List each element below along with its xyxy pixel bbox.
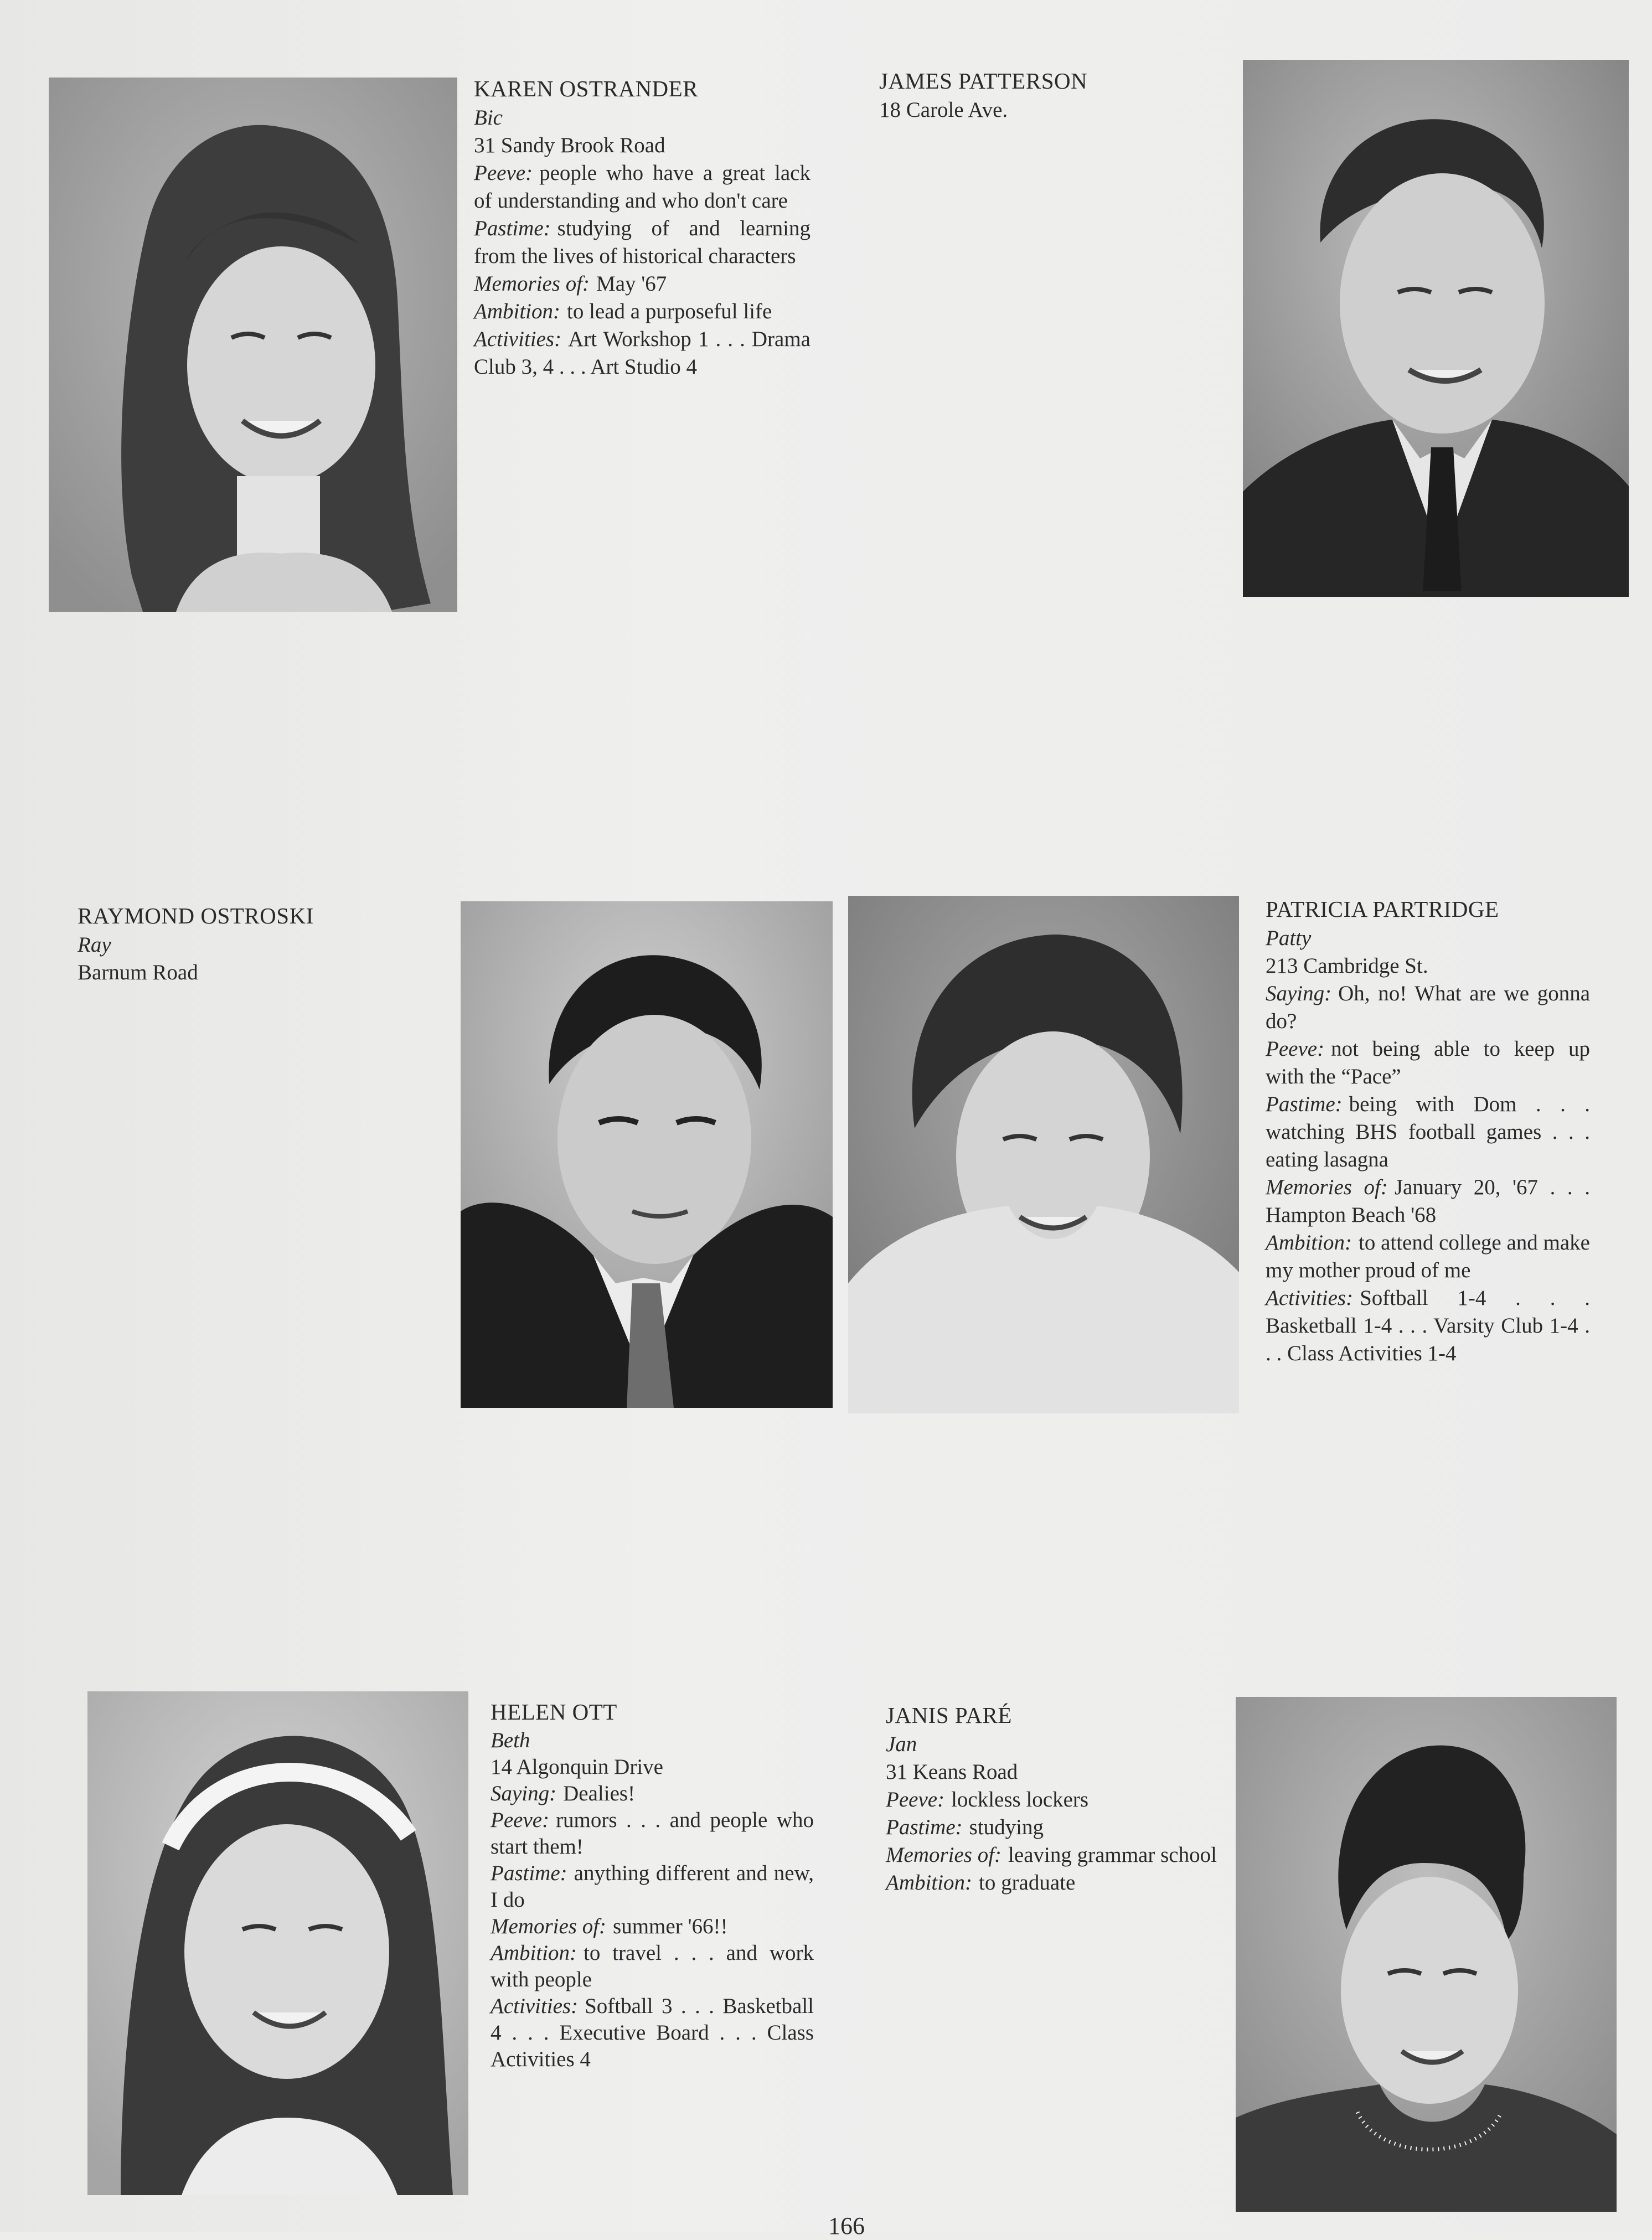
student-name: KAREN OSTRANDER	[474, 76, 698, 101]
student-address: 31 Keans Road	[886, 1760, 1018, 1784]
bio-field: Pastime: being with Dom . . . watching BHS football games . . . eating lasagna	[1266, 1092, 1590, 1171]
bio-field: Memories of: January 20, '67 . . . Hampton Beach '68	[1266, 1175, 1590, 1227]
student-nickname: Jan	[886, 1732, 917, 1756]
bio-field: Activities: Art Workshop 1 . . . Drama Club 3, 4 . . . Art Studio 4	[474, 327, 810, 379]
bio-janis-pare	[886, 1700, 1218, 1897]
student-address: Barnum Road	[78, 961, 198, 984]
bio-field: Ambition: to lead a purposeful life	[474, 300, 772, 323]
student-nickname: Bic	[474, 106, 503, 130]
bio-field: Peeve: people who have a great lack of understanding and who don't care	[474, 161, 810, 213]
bio-field: Peeve: lockless lockers	[886, 1788, 1089, 1811]
student-name: PATRICIA PARTRIDGE	[1266, 896, 1499, 922]
student-nickname: Ray	[78, 933, 111, 957]
student-address: 213 Cambridge St.	[1266, 954, 1428, 978]
bio-field: Ambition: to attend college and make my mother proud of me	[1266, 1231, 1590, 1282]
bio-field: Saying: Dealies!	[491, 1782, 636, 1805]
student-name: JAMES PATTERSON	[879, 68, 1088, 94]
portrait-janis-pare	[1236, 1697, 1617, 2212]
student-name: JANIS PARÉ	[886, 1702, 1012, 1728]
bio-field: Pastime: studying of and learning from the lives of historical characters	[474, 216, 810, 268]
bio-field: Peeve: not being able to keep up with the “Pace”	[1266, 1037, 1590, 1088]
student-name: RAYMOND OSTROSKI	[78, 903, 314, 928]
bio-patricia-partridge	[1266, 894, 1590, 1367]
bio-field: Activities: Softball 1-4 . . . Basketball 1-4 . . . Varsity Club 1-4 . . . Class Activities 1-4	[1266, 1286, 1590, 1365]
bio-field: Memories of: summer '66!!	[491, 1914, 728, 1938]
bio-helen-ott	[491, 1696, 814, 2073]
bio-field: Memories of: leaving grammar school	[886, 1843, 1217, 1867]
bio-field: Activities: Softball 3 . . . Basketball 4 . . . Executive Board . . . Class Activities 4	[491, 1994, 814, 2071]
student-nickname: Beth	[491, 1728, 530, 1752]
student-nickname: Patty	[1266, 926, 1312, 950]
bio-field: Saying: Oh, no! What are we gonna do?	[1266, 982, 1590, 1033]
bio-karen-ostrander	[474, 73, 810, 381]
student-address: 31 Sandy Brook Road	[474, 133, 665, 157]
bio-field: Pastime: anything different and new, I do	[491, 1861, 814, 1912]
portrait-james-patterson	[1243, 60, 1629, 597]
student-address: 18 Carole Ave.	[879, 98, 1008, 122]
student-name: HELEN OTT	[491, 1699, 617, 1725]
bio-field: Ambition: to travel . . . and work with people	[491, 1941, 814, 1991]
portrait-raymond-ostroski	[461, 901, 833, 1408]
bio-field: Peeve: rumors . . . and people who start them!	[491, 1808, 814, 1859]
bio-field: Memories of: May '67	[474, 272, 667, 296]
portrait-karen-ostrander	[49, 78, 457, 612]
bio-field: Pastime: studying	[886, 1815, 1044, 1839]
page-number: 166	[828, 2212, 865, 2239]
portrait-patricia-partridge	[848, 896, 1239, 1413]
student-address: 14 Algonquin Drive	[491, 1755, 663, 1779]
portrait-helen-ott	[87, 1691, 468, 2195]
bio-james-patterson	[879, 65, 1189, 124]
bio-raymond-ostroski	[78, 900, 421, 987]
bio-field: Ambition: to graduate	[886, 1871, 1076, 1895]
